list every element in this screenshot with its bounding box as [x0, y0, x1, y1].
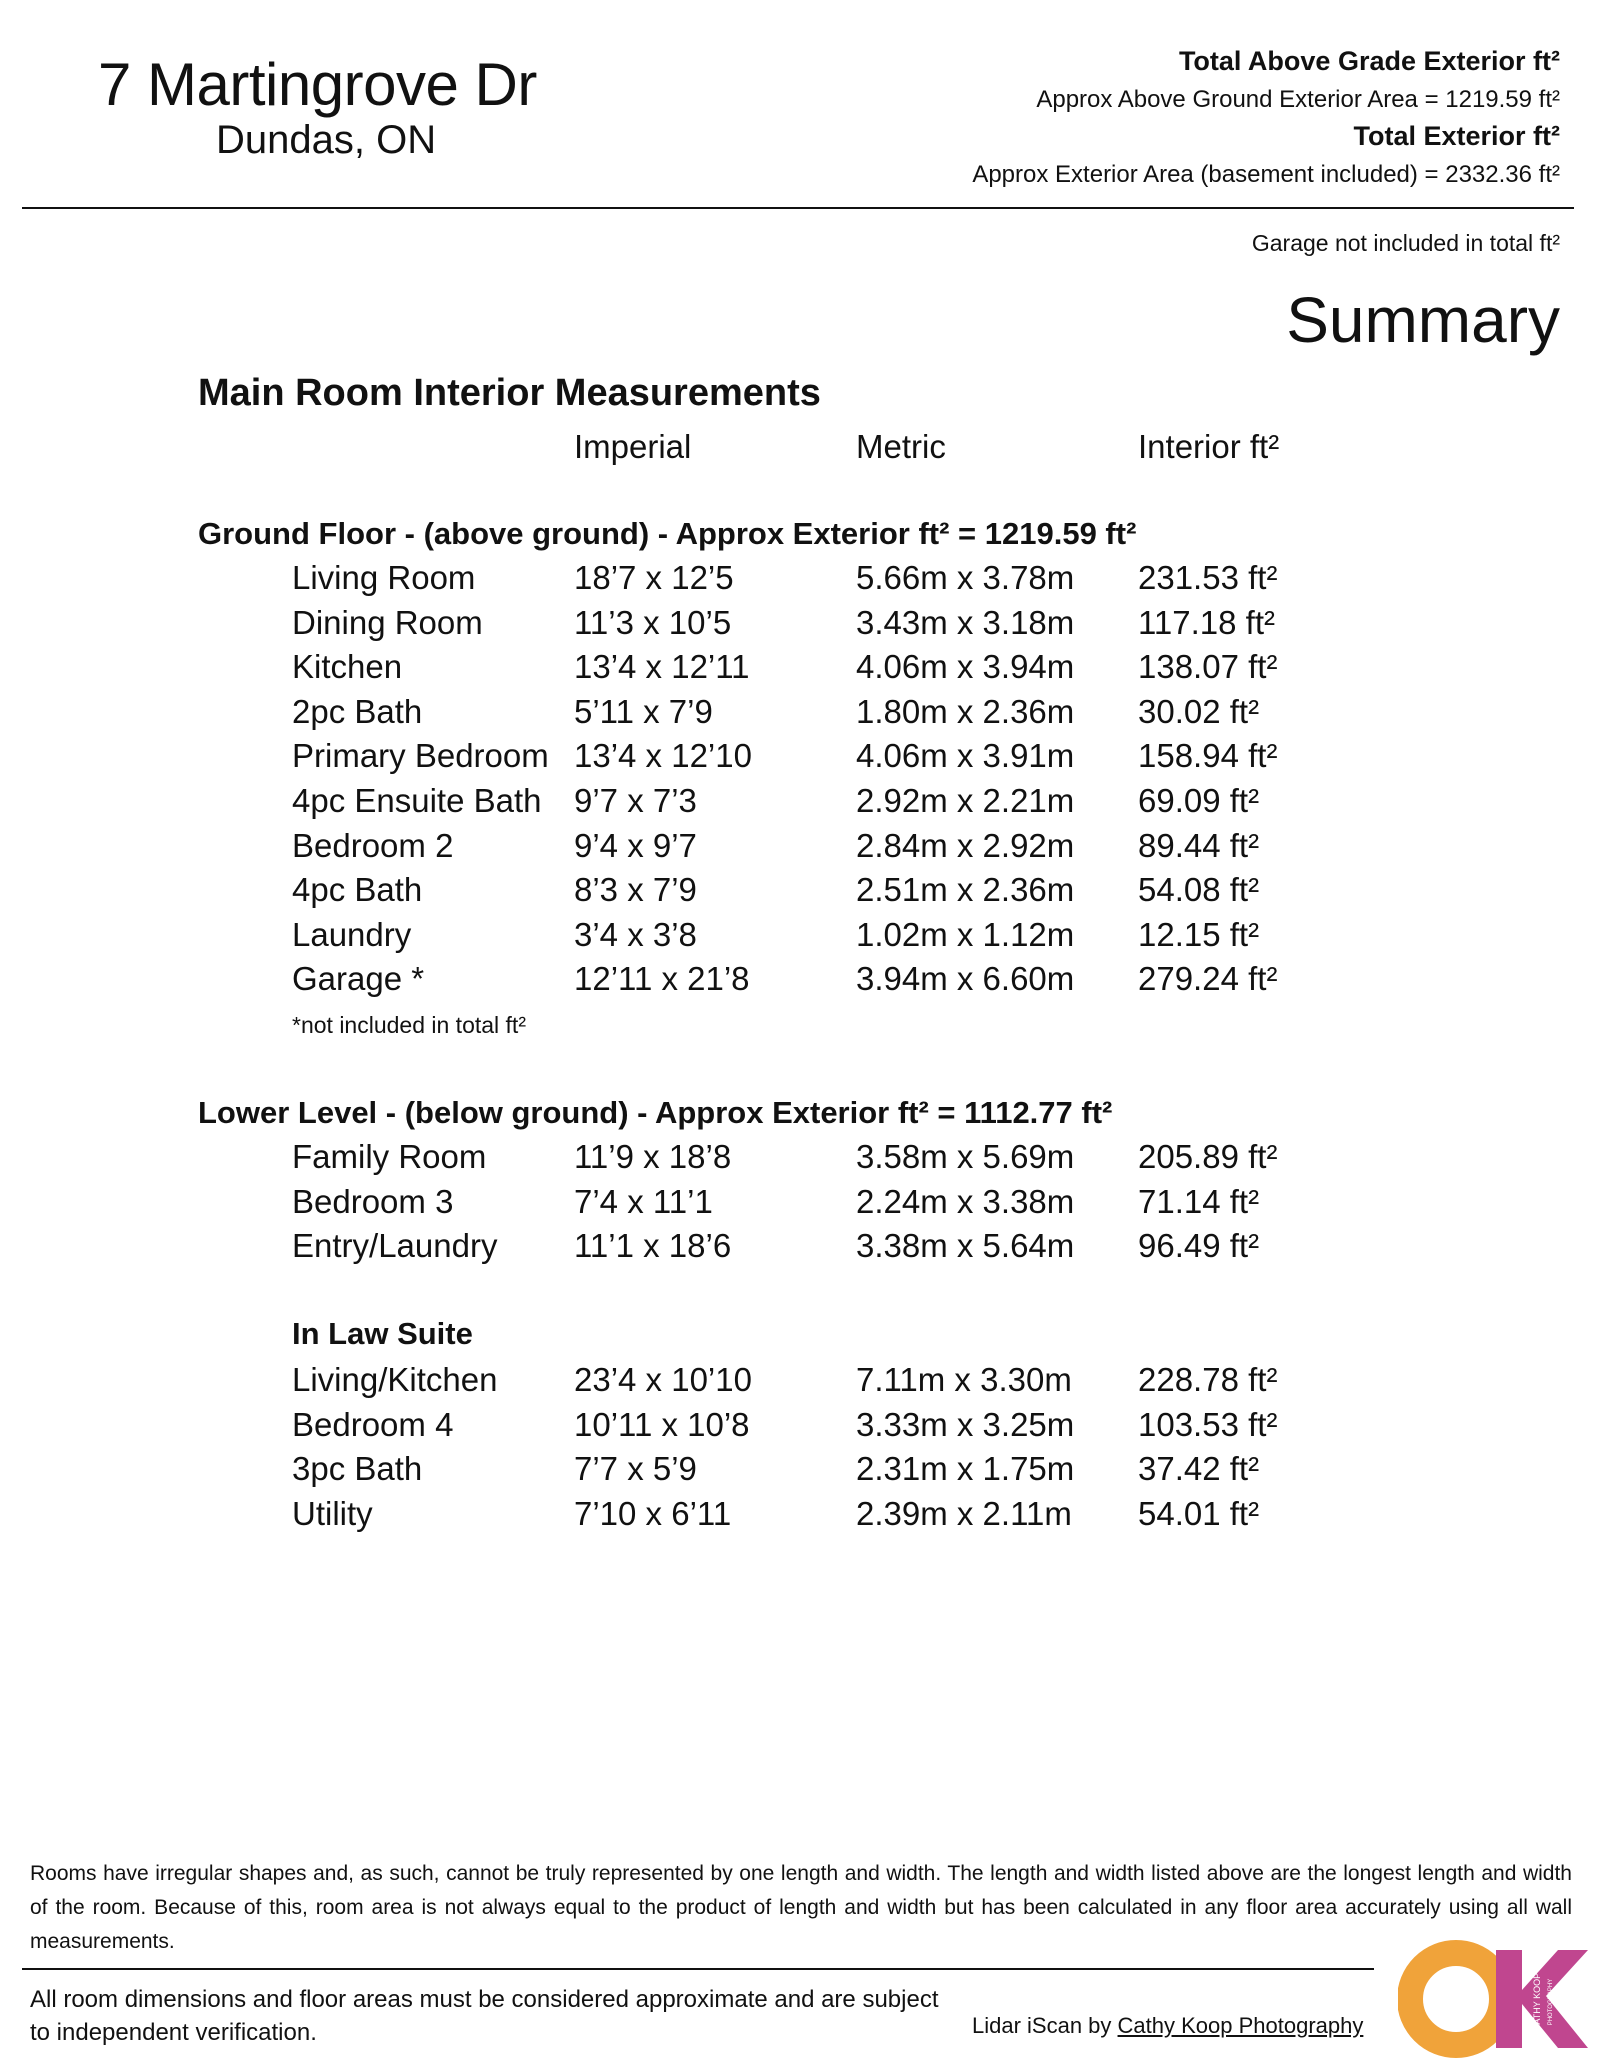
room-metric: 7.11m x 3.30m [856, 1361, 1072, 1398]
room-imperial: 13’4 x 12’10 [574, 737, 752, 775]
room-area: 138.07 ft² [1138, 648, 1278, 686]
room-imperial: 12’11 x 21’8 [574, 960, 750, 998]
disclaimer-text: Rooms have irregular shapes and, as such, cannot be truly represented by one length and width. The length and width listed above are the longest length and width of the room. Because of this, room area is not always equal to the product of length and width but has been calculated in any floor area accurately using all wall measurements. [30, 1862, 1572, 1953]
room-imperial: 9’4 x 9’7 [574, 826, 697, 864]
room-area: 89.44 ft² [1138, 826, 1260, 864]
table-row [0, 827, 1600, 871]
table-row [0, 737, 1600, 781]
room-name: Bedroom 3 [292, 1182, 454, 1220]
exterior-area: Approx Exterior Area (basement included) = 2332.36 ft² [972, 161, 1560, 188]
address-city: Dundas, ON [216, 118, 437, 162]
logo-k-shape [1496, 1950, 1588, 2048]
room-imperial: 11’1 x 18’6 [574, 1227, 732, 1265]
column-header-interior-area: Interior ft² [1138, 428, 1280, 465]
table-row [0, 693, 1600, 737]
total-above-grade-label: Total Above Grade Exterior ft² [1178, 46, 1560, 76]
room-imperial: 11’3 x 10’5 [574, 603, 732, 641]
room-name: 4pc Ensuite Bath [292, 782, 542, 819]
room-area: 30.02 ft² [1138, 692, 1260, 730]
room-metric: 2.51m x 2.36m [856, 871, 1075, 909]
total-exterior-label: Total Exterior ft² [1353, 121, 1560, 151]
table-row [0, 1406, 1600, 1450]
room-imperial: 8’3 x 7’9 [574, 871, 697, 909]
room-metric: 2.39m x 2.11m [856, 1494, 1072, 1532]
room-metric: 3.94m x 6.60m [856, 960, 1075, 998]
room-name: Kitchen [292, 648, 403, 686]
table-row [0, 1227, 1600, 1271]
column-header-imperial: Imperial [574, 428, 692, 465]
table-row [0, 604, 1600, 648]
logo-text-name: CATHY KOOP [1532, 1972, 1542, 2032]
room-metric: 1.80m x 2.36m [856, 692, 1075, 730]
room-area: 103.53 ft² [1138, 1405, 1278, 1443]
table-row [0, 1361, 1600, 1405]
room-area: 54.01 ft² [1138, 1494, 1260, 1532]
room-metric: 4.06m x 3.91m [856, 737, 1075, 775]
room-name: 2pc Bath [292, 692, 423, 730]
room-metric: 2.92m x 2.21m [856, 782, 1075, 819]
room-metric: 3.43m x 3.18m [856, 603, 1075, 641]
address-street: 7 Martingrove Dr [98, 51, 537, 118]
room-area: 54.08 ft² [1138, 871, 1260, 909]
room-imperial: 10’11 x 10’8 [574, 1405, 750, 1443]
table-row [0, 916, 1600, 960]
table-row [0, 1183, 1600, 1227]
room-imperial: 18’7 x 12’5 [574, 559, 734, 596]
room-name: Garage * [292, 960, 425, 998]
garage-note: Garage not included in total ft² [1251, 230, 1560, 256]
table-row [0, 1450, 1600, 1494]
section-heading: Main Room Interior Measurements [198, 372, 821, 414]
room-area: 231.53 ft² [1138, 559, 1278, 596]
approximation-note: All room dimensions and floor areas must be considered approximate and are subject to independent verification. [30, 1986, 939, 2046]
room-area: 96.49 ft² [1138, 1227, 1260, 1265]
room-metric: 2.24m x 3.38m [856, 1182, 1075, 1220]
room-name: Living Room [292, 559, 476, 596]
room-name: Entry/Laundry [292, 1227, 498, 1265]
table-row [0, 1495, 1600, 1539]
table-row [0, 782, 1600, 826]
room-name: Living/Kitchen [292, 1361, 498, 1398]
table-row [0, 871, 1600, 915]
room-imperial: 7’4 x 11’1 [574, 1182, 713, 1220]
room-area: 158.94 ft² [1138, 737, 1278, 775]
room-imperial: 23’4 x 10’10 [574, 1361, 752, 1398]
room-name: Primary Bedroom [292, 737, 549, 775]
garage-footnote: *not included in total ft² [292, 1012, 526, 1038]
room-name: 3pc Bath [292, 1450, 423, 1488]
footer-divider [22, 1968, 1374, 1970]
table-row [0, 960, 1600, 1004]
room-metric: 3.58m x 5.69m [856, 1138, 1075, 1175]
credit-link[interactable]: Cathy Koop Photography [1117, 2013, 1364, 2038]
logo-o-shape [1410, 1953, 1502, 2045]
header-divider [22, 207, 1574, 209]
room-imperial: 7’10 x 6’11 [574, 1494, 732, 1532]
page-title: Summary [1286, 284, 1560, 356]
above-ground-area: Approx Above Ground Exterior Area = 1219.59 ft² [1036, 86, 1560, 113]
room-imperial: 3’4 x 3’8 [574, 915, 697, 953]
table-row [0, 559, 1600, 603]
lower-level-heading: Lower Level - (below ground) - Approx Exterior ft² = 1112.77 ft² [198, 1095, 1113, 1130]
in-law-suite-heading: In Law Suite [292, 1316, 473, 1351]
room-area: 205.89 ft² [1138, 1138, 1278, 1175]
room-metric: 4.06m x 3.94m [856, 648, 1075, 686]
column-header-metric: Metric [856, 428, 946, 465]
room-imperial: 9’7 x 7’3 [574, 782, 697, 819]
room-metric: 3.38m x 5.64m [856, 1227, 1075, 1265]
room-metric: 3.33m x 3.25m [856, 1405, 1075, 1443]
room-metric: 1.02m x 1.12m [856, 915, 1075, 953]
room-name: 4pc Bath [292, 871, 423, 909]
room-name: Laundry [292, 915, 412, 953]
room-metric: 2.84m x 2.92m [856, 826, 1075, 864]
cathy-koop-logo [1398, 1940, 1588, 2058]
room-area: 69.09 ft² [1138, 782, 1260, 819]
logo-text-sub: PHOTOGRAPHY [1548, 1978, 1554, 2026]
table-row [0, 648, 1600, 692]
room-name: Dining Room [292, 603, 483, 641]
room-imperial: 11’9 x 18’8 [574, 1138, 732, 1175]
room-name: Bedroom 2 [292, 826, 454, 864]
room-area: 71.14 ft² [1138, 1182, 1260, 1220]
credit-line [972, 2013, 1363, 2039]
room-imperial: 13’4 x 12’11 [574, 648, 750, 686]
credit-prefix: Lidar iScan by [972, 2013, 1118, 2038]
room-metric: 5.66m x 3.78m [856, 559, 1075, 596]
room-name: Utility [292, 1494, 373, 1532]
room-name: Bedroom 4 [292, 1405, 454, 1443]
room-imperial: 5’11 x 7’9 [574, 692, 713, 730]
room-area: 117.18 ft² [1138, 603, 1275, 641]
room-imperial: 7’7 x 5’9 [574, 1450, 697, 1488]
room-name: Family Room [292, 1138, 487, 1175]
table-row [0, 1138, 1600, 1182]
room-area: 228.78 ft² [1138, 1361, 1278, 1398]
ground-floor-heading: Ground Floor - (above ground) - Approx Exterior ft² = 1219.59 ft² [198, 516, 1137, 551]
room-area: 37.42 ft² [1138, 1450, 1260, 1488]
room-area: 12.15 ft² [1138, 915, 1260, 953]
room-area: 279.24 ft² [1138, 960, 1278, 998]
room-metric: 2.31m x 1.75m [856, 1450, 1075, 1488]
